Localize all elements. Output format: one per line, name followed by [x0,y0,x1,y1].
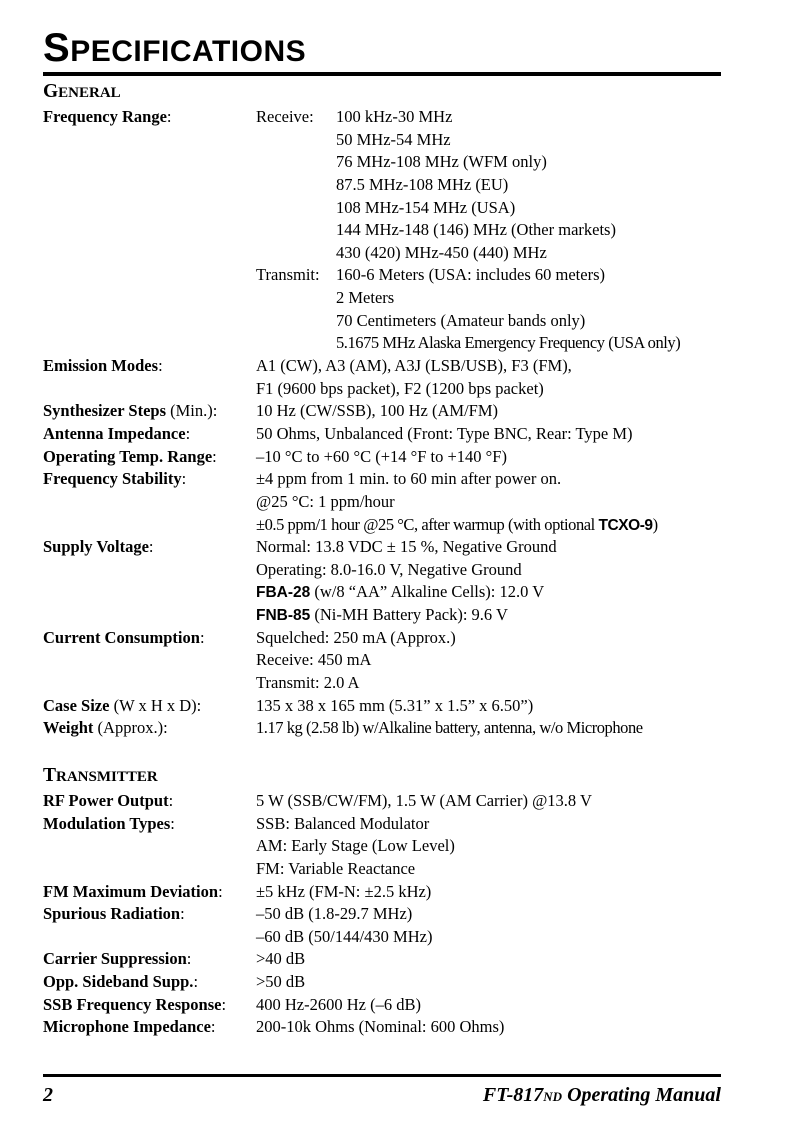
receive-range: 50 MHz-54 MHz [336,129,451,149]
spec-row-continuation [43,559,723,582]
transmit-label: Transmit: [256,265,320,285]
receive-range: 87.5 MHz-108 MHz (EU) [336,174,509,194]
spec-value-current-consumption: Receive: 450 mA [256,650,372,670]
spec-value-ssb-frequency-response: 400 Hz-2600 Hz (–6 dB) [256,994,421,1014]
manual-title: FT-817ND Operating Manual [482,1084,721,1106]
spec-label-antenna-impedance: Antenna Impedance: [43,423,191,443]
spec-label-frequency-stability: Frequency Stability: [43,469,187,489]
spec-row-modulation-types [43,813,723,836]
spec-row-weight [43,717,723,740]
spec-label-current-consumption: Current Consumption: [43,627,205,647]
battery-model-fnb85: FNB-85 [256,607,311,625]
spec-value-antenna-impedance: 50 Ohms, Unbalanced (Front: Type BNC, Rear: Type M) [256,423,633,443]
spec-value-fm-max-deviation: ±5 kHz (FM-N: ±2.5 kHz) [256,881,432,901]
spec-value-frequency-stability: ±4 ppm from 1 min. to 60 min after power on. [256,469,562,489]
spec-row-emission-modes [43,355,723,378]
general-specs [43,106,723,740]
transmitter-specs [43,790,723,1039]
spec-label-case-size: Case Size (W x H x D): [43,695,202,715]
spec-value-modulation-types: AM: Early Stage (Low Level) [256,836,455,856]
spec-row-ssb-frequency-response [43,994,723,1017]
spec-row-continuation [43,151,723,174]
footer-divider [43,1074,721,1077]
spec-row-continuation [43,378,723,401]
spec-value-case-size: 135 x 38 x 165 mm (5.31” x 1.5” x 6.50”) [256,695,534,715]
spec-value-current-consumption: Squelched: 250 mA (Approx.) [256,627,456,647]
spec-row-continuation [43,491,723,514]
spec-row-frequency-stability [43,468,723,491]
page-title-cap: S [43,26,71,70]
spec-row-rf-power-output [43,790,723,813]
receive-range: 108 MHz-154 MHz (USA) [336,197,516,217]
spec-row-fm-max-deviation [43,881,723,904]
spec-value-emission-modes: F1 (9600 bps packet), F2 (1200 bps packet) [256,378,544,398]
spec-value-supply-voltage: FNB-85 (Ni-MH Battery Pack): 9.6 V [256,605,508,625]
spec-value-rf-power-output: 5 W (SSB/CW/FM), 1.5 W (AM Carrier) @13.8 V [256,791,592,810]
spec-label-synthesizer-steps: Synthesizer Steps (Min.): [43,401,218,421]
spec-label-microphone-impedance: Microphone Impedance: [43,1017,216,1037]
spec-row-spurious-radiation [43,903,723,926]
spec-label-weight: Weight (Approx.): [43,718,168,738]
spec-row-frequency-range [43,106,723,129]
transmit-band: 2 Meters [336,288,395,308]
spec-row-continuation [43,310,723,333]
spec-value-emission-modes: A1 (CW), A3 (AM), A3J (LSB/USB), F3 (FM), [256,356,572,376]
spec-value-spurious-radiation: –50 dB (1.8-29.7 MHz) [256,904,413,924]
page-title-rest: PECIFICATIONS [70,35,307,68]
spec-value-carrier-suppression: >40 dB [256,949,306,969]
spec-row-case-size [43,695,723,718]
section-heading-transmitter: TRANSMITTER [43,765,158,786]
spec-row-continuation [43,581,723,604]
transmit-band: 160-6 Meters (USA: includes 60 meters) [336,265,605,285]
title-divider [43,72,721,76]
receive-range: 430 (420) MHz-450 (440) MHz [336,242,547,262]
spec-label-operating-temp: Operating Temp. Range: [43,446,217,466]
spec-row-continuation [43,219,723,242]
spec-label-rf-power-output: RF Power Output: [43,791,174,810]
spec-row-transmit [43,264,723,287]
spec-label-carrier-suppression: Carrier Suppression: [43,949,192,969]
spec-value-frequency-stability: ±0.5 ppm/1 hour @25 °C, after warmup (with optional TCXO-9) [256,514,658,534]
spec-row-synthesizer-steps [43,400,723,423]
section-heading-general: GENERAL [43,81,121,102]
option-model-tcxo: TCXO-9 [598,516,653,534]
page-number: 2 [43,1084,53,1106]
spec-row-continuation [43,129,723,152]
spec-row-continuation [43,174,723,197]
spec-label-opp-sideband-supp: Opp. Sideband Supp.: [43,972,199,992]
spec-row-continuation [43,604,723,627]
receive-label: Receive: [256,107,314,126]
receive-range: 76 MHz-108 MHz (WFM only) [336,152,547,172]
spec-label-supply-voltage: Supply Voltage: [43,537,154,557]
spec-row-operating-temp [43,446,723,469]
spec-value-frequency-stability: @25 °C: 1 ppm/hour [256,491,395,511]
spec-value-weight: 1.17 kg (2.58 lb) w/Alkaline battery, antenna, w/o Microphone [256,718,643,738]
spec-row-continuation [43,926,723,949]
spec-row-current-consumption [43,627,723,650]
spec-row-continuation [43,649,723,672]
transmit-band: 70 Centimeters (Amateur bands only) [336,310,586,330]
spec-row-continuation [43,835,723,858]
spec-value-microphone-impedance: 200-10k Ohms (Nominal: 600 Ohms) [256,1017,505,1037]
spec-row-opp-sideband-supp [43,971,723,994]
battery-model-fba28: FBA-28 [256,584,311,602]
spec-value-modulation-types: SSB: Balanced Modulator [256,813,430,833]
spec-row-continuation [43,514,723,537]
spec-row-continuation [43,672,723,695]
spec-row-carrier-suppression [43,948,723,971]
spec-label-frequency-range: Frequency Range: [43,107,172,126]
spec-row-antenna-impedance [43,423,723,446]
spec-row-supply-voltage [43,536,723,559]
spec-value-modulation-types: FM: Variable Reactance [256,858,416,878]
spec-value-opp-sideband-supp: >50 dB [256,972,306,992]
spec-value-supply-voltage: FBA-28 (w/8 “AA” Alkaline Cells): 12.0 V [256,582,545,602]
spec-value-synthesizer-steps: 10 Hz (CW/SSB), 100 Hz (AM/FM) [256,401,498,421]
spec-value-supply-voltage: Operating: 8.0-16.0 V, Negative Ground [256,559,522,579]
spec-row-continuation [43,197,723,220]
transmit-band: 5.1675 MHz Alaska Emergency Frequency (USA only) [336,333,681,353]
spec-row-continuation [43,287,723,310]
spec-row-microphone-impedance [43,1016,723,1039]
spec-label-emission-modes: Emission Modes: [43,356,163,376]
spec-label-fm-max-deviation: FM Maximum Deviation: [43,881,223,901]
spec-label-spurious-radiation: Spurious Radiation: [43,904,185,924]
spec-row-continuation [43,242,723,265]
spec-value-current-consumption: Transmit: 2.0 A [256,673,360,693]
spec-value-spurious-radiation: –60 dB (50/144/430 MHz) [256,926,433,946]
receive-range: 100 kHz-30 MHz [336,107,453,126]
spec-label-modulation-types: Modulation Types: [43,813,175,833]
spec-value-operating-temp: –10 °C to +60 °C (+14 °F to +140 °F) [256,446,507,466]
spec-row-continuation [43,858,723,881]
page-title [43,25,306,75]
receive-range: 144 MHz-148 (146) MHz (Other markets) [336,220,616,240]
spec-label-ssb-frequency-response: SSB Frequency Response: [43,994,227,1014]
spec-value-supply-voltage: Normal: 13.8 VDC ± 15 %, Negative Ground [256,537,557,557]
spec-row-continuation [43,332,723,355]
